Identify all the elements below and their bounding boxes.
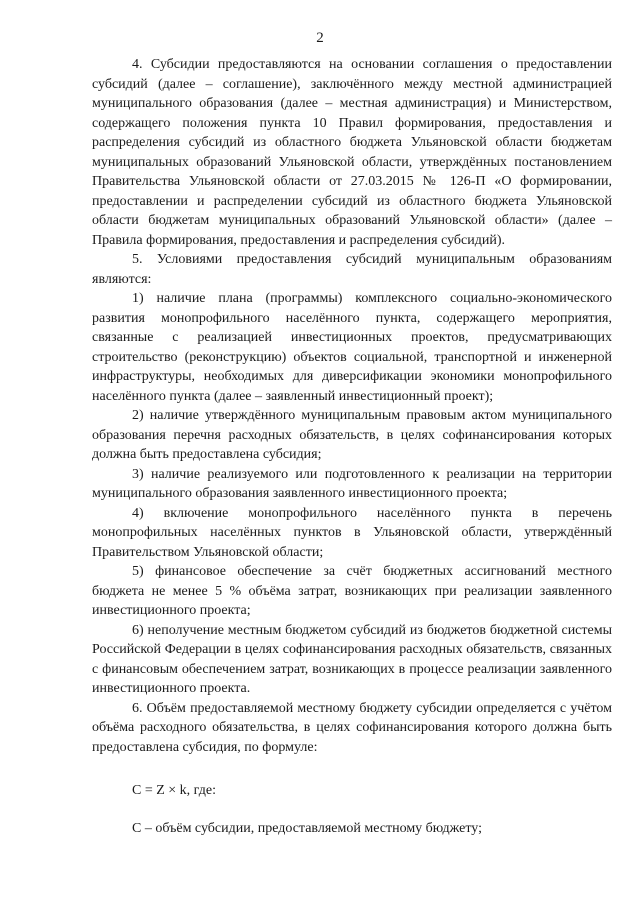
- condition-4: 4) включение монопрофильного населённого пункта в перечень монопрофильных населённых пунктов в Ульяновской области, утверждённый Правительством Ульяновской области;: [92, 505, 612, 560]
- formula: С = Z × k, где:: [132, 783, 216, 798]
- formula-definition: С – объём субсидии, предоставляемой местному бюджету;: [132, 820, 483, 836]
- paragraph-5: 5. Условиями предоставления субсидий муниципальным образованиям являются:: [92, 252, 612, 287]
- document-body: [92, 55, 612, 838]
- condition-5: 5) финансовое обеспечение за счёт бюджетных ассигнований местного бюджета не менее 5 % объёма затрат, возникающих при реализации заявленного инвестиционного проекта;: [92, 564, 612, 618]
- paragraph-4: 4. Субсидии предоставляются на основании соглашения о предоставлении субсидий (далее – соглашение), заключённого между местной администрацией муниципального образования (далее – местная администрация) и Министерством, содержащего положения пункта 10 Правил формирования, предоставления и распределения субсидий из областного бюджета Ульяновской области бюджетам муниципальных образований Ульяновской области, утверждённых постановлением Правительства Ульяновской области от 27.03.2015 № 126-П «О формировании, предоставлении и распределении субсидий из областного бюджета Ульяновской области бюджетам муниципальных образований Ульяновской области» (далее – Правила формирования, предоставления и распределения субсидий).: [92, 57, 612, 248]
- condition-2: 2) наличие утверждённого муниципальным правовым актом муниципального образования перечня расходных обязательств, в целях софинансирования которых должна быть предоставлена субсидия;: [92, 408, 612, 462]
- condition-6: 6) неполучение местным бюджетом субсидий из бюджетов бюджетной системы Российской Федерации в целях софинансирования расходных обязательств, связанных с финансовым обеспечением затрат, возникающих в процессе реализации заявленного инвестиционного проекта.: [92, 622, 612, 696]
- paragraph-6: 6. Объём предоставляемой местному бюджету субсидии определяется с учётом объёма расходного обязательства, в целях софинансирования которого должна быть предоставлена субсидия, по формуле:: [92, 700, 612, 755]
- condition-3: 3) наличие реализуемого или подготовленного к реализации на территории муниципального образования заявленного инвестиционного проекта;: [92, 466, 612, 501]
- page-number: 2: [316, 30, 324, 46]
- condition-1: 1) наличие плана (программы) комплексного социально-экономического развития монопрофильного населённого пункта, содержащего мероприятия, связанные с реализацией инвестиционных проектов, предусматривающих строительство (реконструкцию) объектов социальной, транспортной и инженерной инфраструктуры, необходимых для диверсификации экономики монопрофильного населённого пункта (далее – заявленный инвестиционный проект);: [92, 291, 612, 404]
